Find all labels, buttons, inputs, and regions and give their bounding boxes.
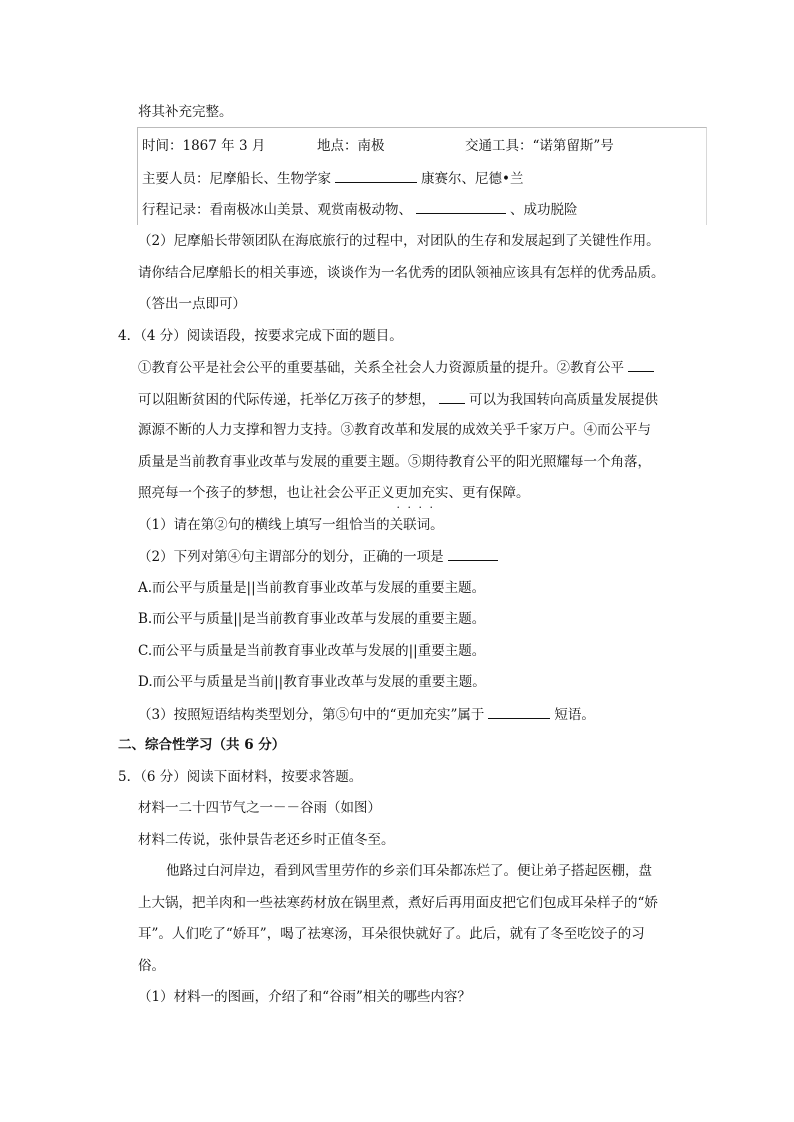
option-c: C.而公平与质量是当前教育事业改革与发展的||重要主题。 [138,643,486,659]
q4-sub3-row [138,704,595,725]
story-line2: 上大锅，把羊肉和一些祛寒药材放在锅里煮，煮好后再用面皮把它们包成耳朵样子的“娇 [138,895,658,911]
option-a: A.而公平与质量是||当前教育事业改革与发展的重要主题。 [138,580,486,596]
conjunction-blank-1[interactable] [628,357,654,372]
q3-sub2-line2: 请你结合尼摩船长的相关事迹，谈谈作为一名优秀的团队领袖应该具有怎样的优秀品质。 [138,265,665,281]
section-title: 二、综合性学习（共 6 分） [118,737,286,753]
q4-sub3-post: 短语。 [554,707,595,723]
story-line1: 他路过白河岸边，看到风雪里劳作的乡亲们耳朵都冻烂了。便让弟子搭起医棚，盘 [166,863,652,879]
table-transport: 交通工具：“诺第留斯”号 [465,138,614,154]
conjunction-blank-2[interactable] [439,389,465,404]
choice-blank[interactable] [448,546,498,561]
q3-sub2-line3: （答出一点即可） [138,296,246,312]
q4-heading: 4．（4 分）阅读语段，按要求完成下面的题目。 [118,328,403,344]
q4-passage-line3: 源源不断的人力支撑和智力支持。③教育改革和发展的成效关乎千家万户。④而公平与 [138,422,651,438]
q4-sub2: （2）下列对第④句主谓部分的划分，正确的一项是 [138,549,444,565]
q4-passage-line4: 质量是当前教育事业改革与发展的重要主题。⑤期待教育公平的阳光照耀每一个角落， [138,454,651,470]
table-time: 时间：1867 年 3 月 [142,138,266,154]
material-1: 材料一二十四节气之一－－谷雨（如图） [138,800,381,816]
phrase-type-blank[interactable] [488,704,550,719]
passage-text: 照亮每一个孩子的梦想，也让社会公平正义 [138,485,395,501]
q3-sub2-line1: （2）尼摩船长带领团队在海底旅行的过程中，对团队的生存和发展起到了关键性作用。 [138,233,660,249]
table-route-row [142,199,578,220]
table-place: 地点：南极 [317,138,385,154]
q4-passage-line5 [138,483,530,503]
table-route-pre: 行程记录：看南极冰山美景、观赏南极动物、 [142,202,412,218]
dotted-phrase: 更加充实 · · · · [395,485,449,501]
q4-passage-line2 [138,389,658,410]
material-2: 材料二传说，张仲景告老还乡时正值冬至。 [138,832,395,848]
passage-text: ①教育公平是社会公平的重要基础，关系全社会人力资源质量的提升。②教育公平 [138,360,624,376]
table-people-pre: 主要人员：尼摩船长、生物学家 [142,171,331,187]
q5-sub1: （1）材料一的图画，介绍了和“谷雨”相关的哪些内容？ [138,989,471,1005]
table-people-row [142,168,523,189]
q4-sub2-row [138,546,502,567]
people-blank[interactable] [335,168,417,183]
q4-passage-line1 [138,357,658,378]
q3-intro-tail: 将其补充完整。 [138,104,233,120]
passage-text: 可以阻断贫困的代际传递，托举亿万孩子的梦想， [138,392,435,408]
passage-text: 、更有保障。 [448,485,530,501]
passage-text: 可以为我国转向高质量发展提供 [469,392,658,408]
option-d: D.而公平与质量是当前||教育事业改革与发展的重要主题。 [138,674,486,690]
story-line3: 耳”。人们吃了“娇耳”，喝了祛寒汤，耳朵很快就好了。此后，就有了冬至吃饺子的习 [138,926,645,942]
q5-heading: 5．（6 分）阅读下面材料，按要求答题。 [118,769,363,785]
table-people-post: 康赛尔、尼德•兰 [421,171,524,187]
q4-sub1: （1）请在第②句的横线上填写一组恰当的关联词。 [138,517,444,533]
route-blank[interactable] [416,199,506,214]
q4-sub3-pre: （3）按照短语结构类型划分，第⑤句中的“更加充实”属于 [138,707,485,723]
story-line4: 俗。 [138,958,165,974]
table-route-post: 、成功脱险 [510,202,578,218]
option-b: B.而公平与质量||是当前教育事业改革与发展的重要主题。 [138,611,486,627]
